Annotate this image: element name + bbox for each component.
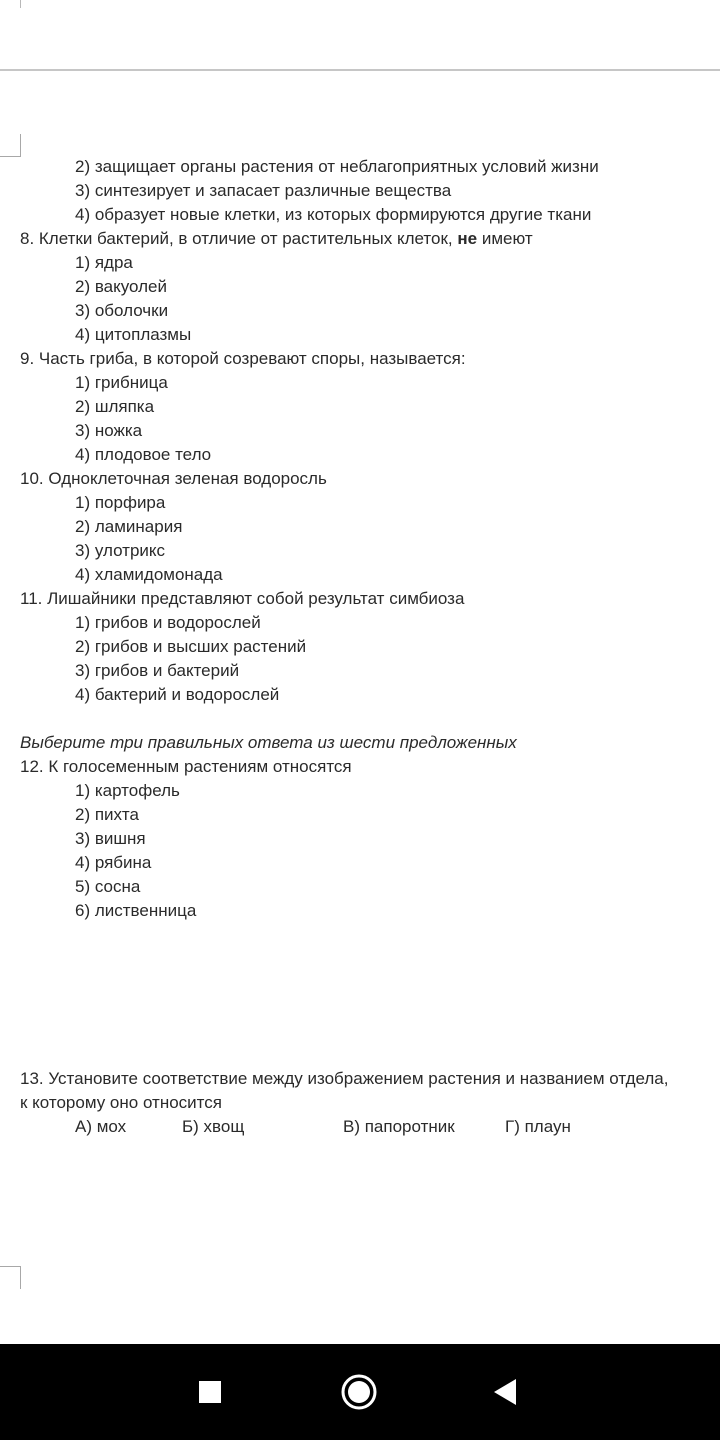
question-13-option: А) мох <box>75 1117 127 1136</box>
question-8-text: 8. Клетки бактерий, в отличие от растительных клеток, <box>20 229 458 248</box>
question-10-option: 3) улотрикс <box>75 541 166 560</box>
question-13-options <box>0 1115 720 1139</box>
question-8-emphasis: не <box>457 229 478 248</box>
question-12-option: 3) вишня <box>75 829 146 848</box>
question-13-option: Б) хвощ <box>182 1117 245 1136</box>
question-12: 12. К голосеменным растениям относятся <box>20 757 352 776</box>
margin-corner-mark <box>0 1266 21 1289</box>
system-navigation-bar <box>0 1344 720 1440</box>
section-instruction: Выберите три правильных ответа из шести предложенных <box>20 733 517 752</box>
question-12-option: 2) пихта <box>75 805 139 824</box>
question-12-option: 4) рябина <box>75 853 152 872</box>
question-9-option: 3) ножка <box>75 421 143 440</box>
question-9-option: 4) плодовое тело <box>75 445 212 464</box>
question-9: 9. Часть гриба, в которой созревают споры, называется: <box>20 349 466 368</box>
question-11-option: 3) грибов и бактерий <box>75 661 240 680</box>
option-line: 3) синтезирует и запасает различные вещества <box>75 181 452 200</box>
question-12-option: 1) картофель <box>75 781 180 800</box>
question-13: 13. Установите соответствие между изображением растения и названием отдела, <box>20 1069 669 1088</box>
spacer <box>0 707 720 731</box>
page-corner-mark <box>20 0 21 8</box>
question-11: 11. Лишайники представляют собой результат симбиоза <box>20 589 465 608</box>
question-8-option: 4) цитоплазмы <box>75 325 192 344</box>
question-10-option: 1) порфира <box>75 493 166 512</box>
question-9-option: 1) грибница <box>75 373 168 392</box>
page-break-divider <box>0 69 720 71</box>
question-8-text-end: имеют <box>477 229 533 248</box>
recents-icon <box>198 1380 222 1404</box>
question-8-option: 3) оболочки <box>75 301 169 320</box>
margin-corner-mark <box>0 134 21 157</box>
question-10-option: 2) ламинария <box>75 517 183 536</box>
question-8 <box>0 227 720 251</box>
question-12-option: 6) лиственница <box>75 901 197 920</box>
question-13-continued: к которому оно относится <box>20 1093 222 1112</box>
back-button[interactable] <box>481 1368 529 1416</box>
home-icon <box>340 1373 378 1411</box>
question-11-option: 2) грибов и высших растений <box>75 637 307 656</box>
question-13-option: Г) плаун <box>505 1117 571 1136</box>
question-11-option: 4) бактерий и водорослей <box>75 685 280 704</box>
question-12-option: 5) сосна <box>75 877 141 896</box>
back-icon <box>492 1378 518 1406</box>
question-11-option: 1) грибов и водорослей <box>75 613 261 632</box>
option-line: 4) образует новые клетки, из которых формируются другие ткани <box>75 205 592 224</box>
question-13-option: В) папоротник <box>343 1117 455 1136</box>
question-9-option: 2) шляпка <box>75 397 155 416</box>
question-10: 10. Одноклеточная зеленая водоросль <box>20 469 327 488</box>
home-button[interactable] <box>335 1368 383 1416</box>
spacer <box>0 923 720 1067</box>
question-10-option: 4) хламидомонада <box>75 565 223 584</box>
document-body <box>0 155 720 1139</box>
recents-button[interactable] <box>186 1368 234 1416</box>
option-line: 2) защищает органы растения от неблагоприятных условий жизни <box>75 157 599 176</box>
question-8-option: 1) ядра <box>75 253 133 272</box>
question-8-option: 2) вакуолей <box>75 277 168 296</box>
